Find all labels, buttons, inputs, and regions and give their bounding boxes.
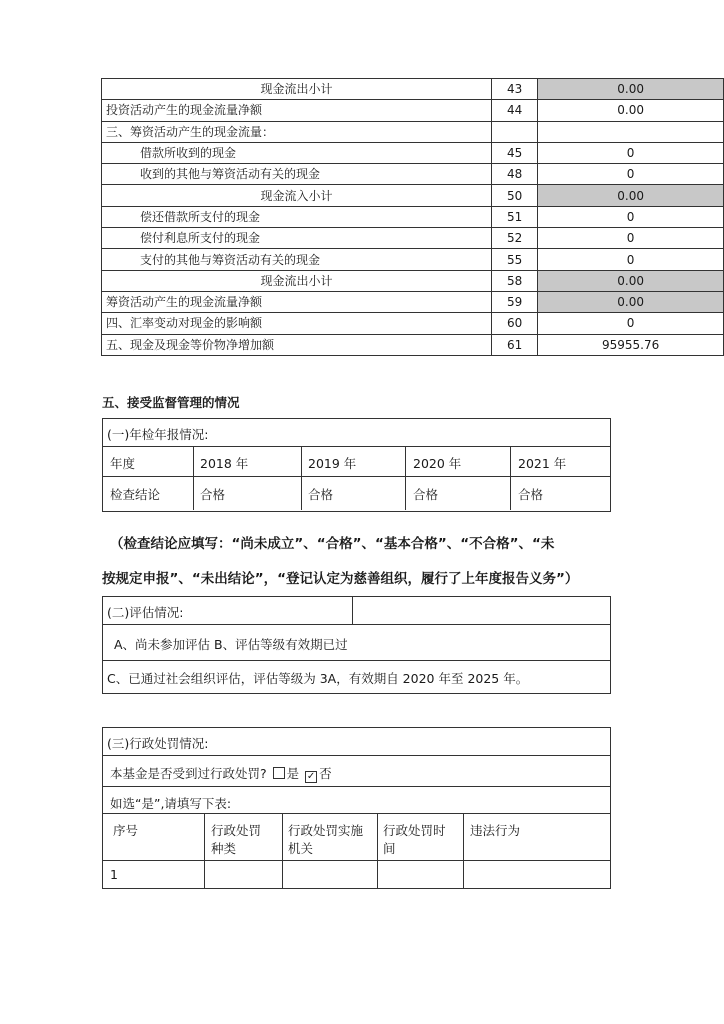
cashflow-line-number [492, 121, 538, 142]
cashflow-amount: 0.00 [538, 79, 724, 100]
cashflow-amount: 95955.76 [538, 334, 724, 355]
cashflow-item-label: 五、现金及现金等价物净增加额 [102, 334, 492, 355]
cashflow-row [102, 228, 724, 249]
annual-title: (一)年检年报情况: [107, 427, 209, 442]
cashflow-item-label: 偿付利息所支付的现金 [102, 228, 492, 249]
cashflow-item-label: 筹资活动产生的现金流量净额 [102, 291, 492, 312]
row-serial-number: 1 [110, 867, 118, 882]
cashflow-row [102, 313, 724, 334]
year-cell: 2021 年 [518, 456, 567, 471]
header-serial: 序号 [113, 823, 139, 838]
cashflow-item-label: 现金流出小计 [102, 270, 492, 291]
cashflow-row [102, 291, 724, 312]
cashflow-row [102, 100, 724, 121]
no-label: 否 [319, 766, 332, 781]
yes-checkbox[interactable] [273, 767, 285, 779]
instruction-note-line2: 按规定申报”、“未出结论”，“登记认定为慈善组织，履行了上年度报告义务”） [102, 571, 579, 587]
cashflow-amount: 0.00 [538, 185, 724, 206]
cashflow-line-number: 61 [492, 334, 538, 355]
year-cell: 2019 年 [308, 456, 357, 471]
cashflow-line-number: 52 [492, 228, 538, 249]
cashflow-item-label: 四、汇率变动对现金的影响额 [102, 313, 492, 334]
cashflow-row [102, 142, 724, 163]
cashflow-amount: 0.00 [538, 270, 724, 291]
cashflow-item-label: 三、筹资活动产生的现金流量： [102, 121, 492, 142]
cashflow-line-number: 45 [492, 142, 538, 163]
cashflow-amount: 0.00 [538, 291, 724, 312]
header-penalty-authority: 行政处罚实施 机关 [288, 823, 364, 856]
year-cell: 2020 年 [413, 456, 462, 471]
cashflow-amount: 0 [538, 164, 724, 185]
cashflow-amount: 0 [538, 249, 724, 270]
cashflow-item-label: 投资活动产生的现金流量净额 [102, 100, 492, 121]
evaluation-title: (二)评估情况: [107, 605, 184, 620]
cashflow-line-number: 50 [492, 185, 538, 206]
no-checkbox[interactable]: ✓ [306, 771, 316, 782]
penalty-title: (三)行政处罚情况: [107, 736, 209, 751]
cashflow-row [102, 121, 724, 142]
header-violation: 违法行为 [470, 823, 521, 838]
section-heading: 五、接受监督管理的情况 [102, 395, 240, 410]
yes-label: 是 [286, 766, 300, 781]
cashflow-row [102, 185, 724, 206]
cashflow-item-label: 借款所收到的现金 [102, 142, 492, 163]
cashflow-item-label: 收到的其他与筹资活动有关的现金 [102, 164, 492, 185]
result-cell: 合格 [200, 487, 226, 502]
result-cell: 合格 [308, 487, 334, 502]
cashflow-line-number: 60 [492, 313, 538, 334]
cashflow-row [102, 334, 724, 355]
cashflow-amount: 0 [538, 206, 724, 227]
cashflow-item-label: 支付的其他与筹资活动有关的现金 [102, 249, 492, 270]
cashflow-item-label: 偿还借款所支付的现金 [102, 206, 492, 227]
evaluation-option-c: C、已通过社会组织评估，评估等级为 3A，有效期自 2020 年至 2025 年。 [107, 671, 529, 686]
penalty-question-text: 本基金是否受到过行政处罚? [110, 766, 267, 781]
year-label: 年度 [110, 456, 136, 471]
instruction-note-line1: （检查结论应填写：“尚未成立”、“合格”、“基本合格”、“不合格”、“未 [110, 536, 555, 552]
cashflow-row [102, 79, 724, 100]
cashflow-amount [538, 121, 724, 142]
cashflow-amount: 0 [538, 142, 724, 163]
cashflow-amount: 0.00 [538, 100, 724, 121]
cashflow-line-number: 43 [492, 79, 538, 100]
result-label: 检查结论 [110, 487, 161, 502]
header-penalty-time: 行政处罚时 间 [383, 823, 446, 856]
penalty-question [110, 764, 332, 783]
cashflow-line-number: 48 [492, 164, 538, 185]
header-penalty-type: 行政处罚 种类 [211, 823, 262, 856]
result-cell: 合格 [518, 487, 544, 502]
evaluation-option-ab: A、尚未参加评估 B、评估等级有效期已过 [114, 637, 348, 652]
cashflow-line-number: 44 [492, 100, 538, 121]
cashflow-row [102, 270, 724, 291]
year-cell: 2018 年 [200, 456, 249, 471]
cashflow-line-number: 51 [492, 206, 538, 227]
cashflow-line-number: 59 [492, 291, 538, 312]
cashflow-line-number: 55 [492, 249, 538, 270]
cashflow-table [101, 78, 724, 356]
cashflow-line-number: 58 [492, 270, 538, 291]
cashflow-amount: 0 [538, 228, 724, 249]
cashflow-row [102, 249, 724, 270]
cashflow-row [102, 206, 724, 227]
cashflow-amount: 0 [538, 313, 724, 334]
cashflow-row [102, 164, 724, 185]
penalty-instruction: 如选“是”,请填写下表: [110, 796, 232, 811]
result-cell: 合格 [413, 487, 439, 502]
cashflow-item-label: 现金流出小计 [102, 79, 492, 100]
cashflow-item-label: 现金流入小计 [102, 185, 492, 206]
